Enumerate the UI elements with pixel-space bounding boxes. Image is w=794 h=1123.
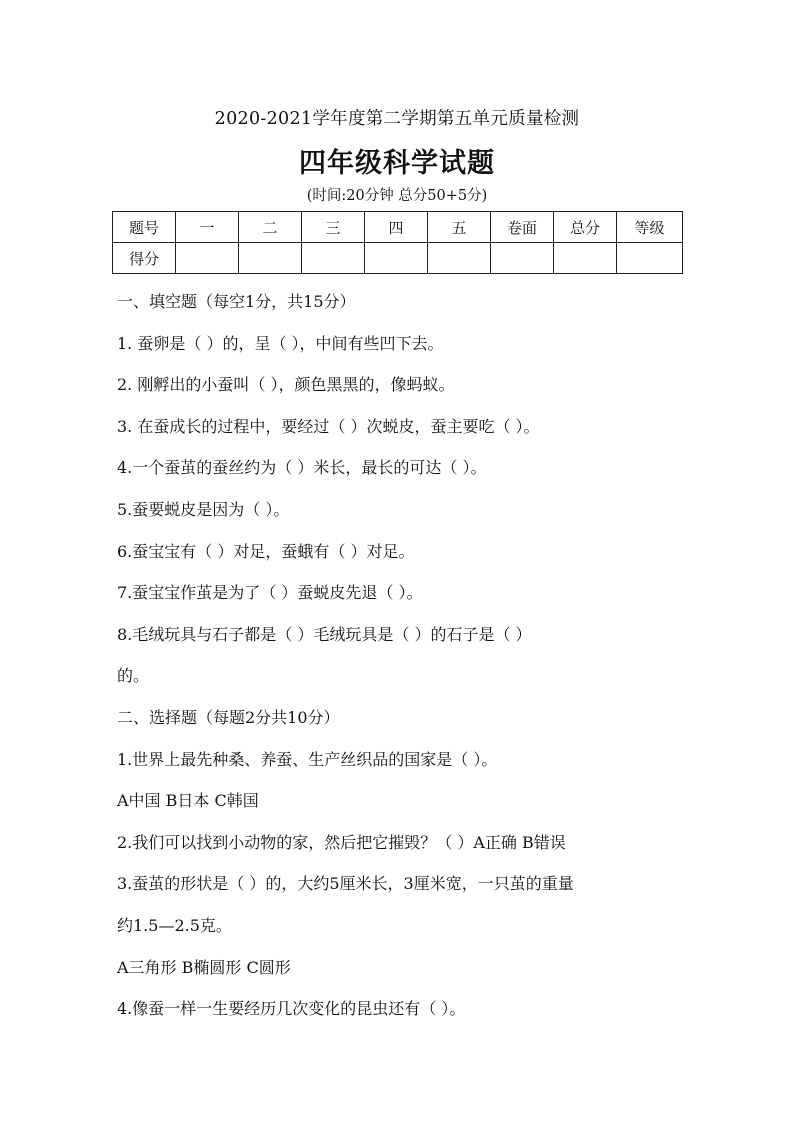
answer-options: A中国 B日本 C韩国	[117, 791, 259, 811]
header-cell-part-3: 三	[302, 212, 365, 243]
score-cell	[365, 243, 428, 274]
exam-info: (时间:20分钟 总分50+5分)	[306, 188, 488, 204]
question-line: 4.一个蚕茧的蚕丝约为（ ）米长，最长的可达（ ）。	[117, 458, 487, 478]
question-line: 8.毛绒玩具与石子都是（ ）毛绒玩具是（ ）的石子是（ ）	[117, 624, 532, 644]
header-cell-part-2: 二	[239, 212, 302, 243]
question-line: 4.像蚕一样一生要经历几次变化的昆虫还有（ ）。	[117, 999, 466, 1019]
score-cell	[428, 243, 491, 274]
question-line: 1.世界上最先种桑、养蚕、生产丝织品的国家是（ ）。	[117, 749, 498, 769]
score-cell	[302, 243, 365, 274]
score-cell	[239, 243, 302, 274]
score-cell	[176, 243, 239, 274]
answer-options: A三角形 B椭圆形 C圆形	[117, 957, 291, 977]
header-cell-part-5: 五	[428, 212, 491, 243]
header-cell-total: 总分	[554, 212, 617, 243]
score-table	[112, 211, 683, 274]
score-row-label: 得分	[113, 243, 176, 274]
header-cell-part-1: 一	[176, 212, 239, 243]
question-line: 2.我们可以找到小动物的家，然后把它摧毁？（ ）A正确 B错误	[117, 832, 566, 852]
section-heading-fill-in: 一、填空题（每空1分，共15分）	[117, 292, 356, 311]
question-line: 2. 刚孵出的小蚕叫（ ），颜色黑黑的，像蚂蚁。	[117, 375, 455, 395]
score-cell	[554, 243, 617, 274]
header-cell-grade: 等级	[617, 212, 683, 243]
score-table-score-row	[113, 243, 683, 274]
question-line: 6.蚕宝宝有（ ）对足，蚕蛾有（ ）对足。	[117, 541, 415, 561]
question-line-continuation: 的。	[117, 666, 150, 686]
question-body	[117, 281, 682, 1030]
header-cell-question-number: 题号	[113, 212, 176, 243]
question-line: 3. 在蚕成长的过程中，要经过（ ）次蜕皮，蚕主要吃（ ）。	[117, 416, 540, 436]
question-line: 5.蚕要蜕皮是因为（ ）。	[117, 499, 290, 519]
question-line: 3.蚕茧的形状是（ ）的，大约5厘米长，3厘米宽，一只茧的重量	[117, 874, 574, 894]
question-line: 1. 蚕卵是（ ）的，呈（ ），中间有些凹下去。	[117, 333, 444, 353]
score-table-header-row	[113, 212, 683, 243]
page-title: 四年级科学试题	[299, 148, 495, 179]
score-cell	[491, 243, 554, 274]
section-heading-multiple-choice: 二、选择题（每题2分共10分）	[117, 707, 340, 727]
header-cell-neatness: 卷面	[491, 212, 554, 243]
header-cell-part-4: 四	[365, 212, 428, 243]
score-cell	[617, 243, 683, 274]
question-line: 7.蚕宝宝作茧是为了（ ）蚕蜕皮先退（ ）。	[117, 583, 423, 603]
question-line-continuation: 约1.5—2.5克。	[117, 915, 232, 935]
semester-title: 2020-2021学年度第二学期第五单元质量检测	[214, 109, 580, 129]
